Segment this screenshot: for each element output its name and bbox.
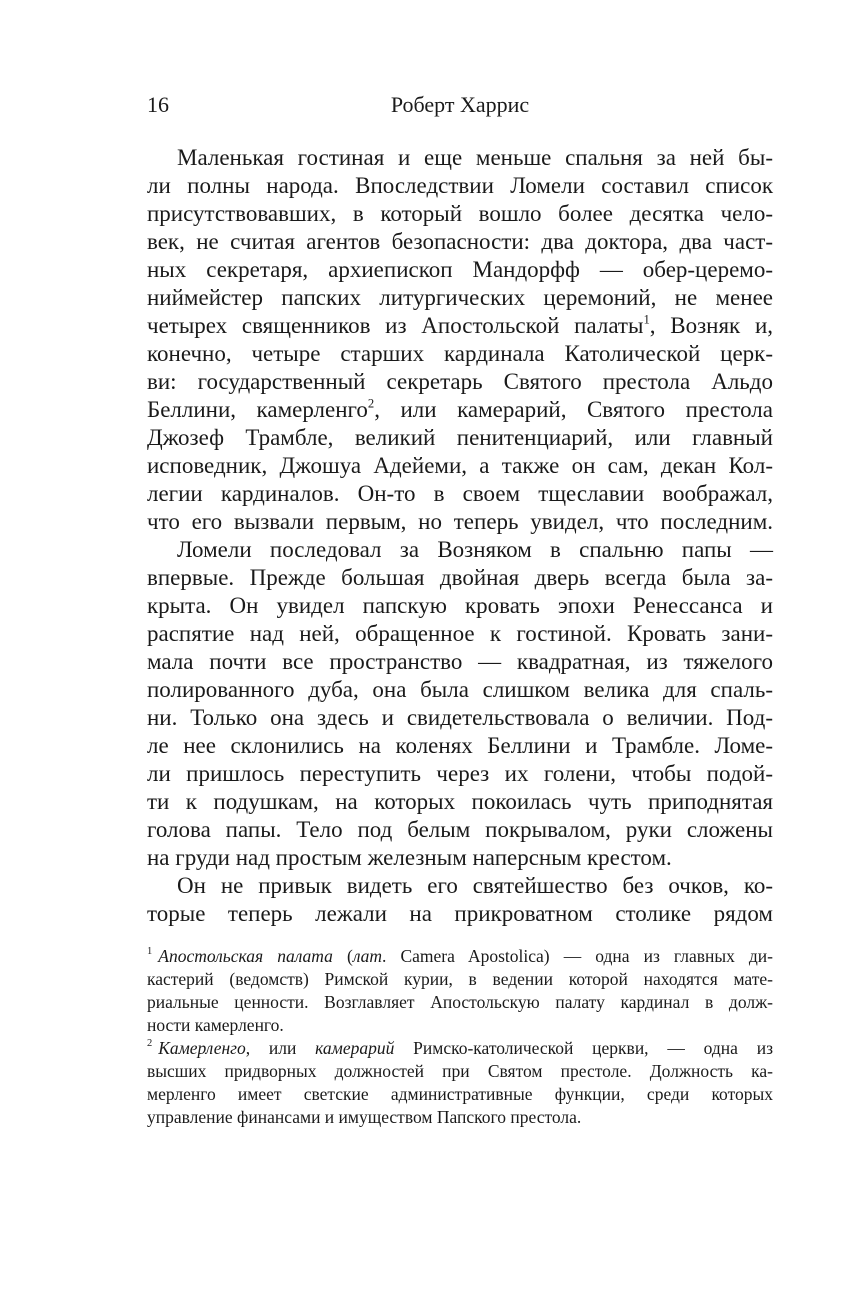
text-run: ти к подушкам, на которых покоилась чуть приподнятая: [147, 789, 773, 814]
text-run: ниймейстер папских литургических церемоний, не менее: [147, 285, 773, 310]
text-line: [147, 396, 773, 424]
page-number: 16: [147, 92, 169, 117]
footnote-marker: 2: [147, 1038, 153, 1050]
footnote-line: [147, 1060, 773, 1083]
text-run: исповедник, Джошуа Адейеми, а также он сам, декан Кол-: [147, 453, 773, 478]
footnote-line: [147, 1106, 773, 1129]
text-line: [147, 564, 773, 592]
text-run: ви: государственный секретарь Святого престола Альдо: [147, 369, 773, 394]
text-run: Камерленго: [158, 1038, 246, 1058]
text-run: Джозеф Трамбле, великий пенитенциарий, или главный: [147, 425, 773, 450]
footnote-marker: 2: [367, 396, 375, 411]
text-line: [147, 312, 773, 340]
body-text: [147, 144, 773, 928]
text-run: , или камерарий, Святого престола: [374, 397, 773, 422]
text-line: [147, 536, 773, 564]
text-line: [147, 760, 773, 788]
text-run: на груди над простым железным наперсным крестом.: [147, 845, 672, 870]
text-run: (: [332, 946, 353, 966]
text-run: век, не считая агентов безопасности: два доктора, два част-: [147, 229, 773, 254]
text-line: [147, 424, 773, 452]
text-run: , или: [245, 1038, 316, 1058]
text-run: риальные ценности. Возглавляет Апостольскую палату кардинал в долж-: [147, 992, 773, 1012]
running-header: [147, 92, 773, 122]
text-run: голова папы. Тело под белым покрывалом, руки сложены: [147, 817, 773, 842]
text-run: управление финансами и имуществом Папского престола.: [147, 1107, 582, 1127]
text-line: [147, 480, 773, 508]
text-run: кастерий (ведомств) Римской курии, в ведении которой находятся мате-: [147, 969, 773, 989]
text-run: мерленго имеет светские административные функции, среди которых: [147, 1084, 773, 1104]
text-run: ни. Только она здесь и свидетельствовала о величии. Под-: [147, 705, 773, 730]
text-line: [147, 340, 773, 368]
text-run: крыта. Он увидел папскую кровать эпохи Ренессанса и: [147, 593, 773, 618]
text-run: , Возняк и,: [649, 313, 774, 338]
text-run: что его вызвали первым, но теперь увидел, что последним.: [147, 509, 773, 534]
text-run: торые теперь лежали на прикроватном столике рядом: [147, 901, 773, 926]
text-run: Апостольская палата: [158, 946, 333, 966]
footnote-line: [147, 1037, 773, 1060]
text-run: распятие над ней, обращенное к гостиной. Кровать зани-: [147, 621, 773, 646]
text-run: . Camera Apostolica) — одна из главных ди-: [382, 946, 774, 966]
text-line: [147, 872, 773, 900]
running-title: Роберт Харрис: [390, 92, 530, 117]
text-run: высших придворных должностей при Святом престоле. Должность ка-: [147, 1061, 773, 1081]
text-run: присутствовавших, в который вошло более десятка чело-: [147, 201, 773, 226]
footnotes: [147, 945, 773, 1129]
text-run: Маленькая гостиная и еще меньше спальня за ней бы-: [177, 145, 773, 170]
footnote-line: [147, 1014, 773, 1037]
text-line: [147, 256, 773, 284]
text-line: [147, 676, 773, 704]
text-line: [147, 900, 773, 928]
text-line: [147, 200, 773, 228]
text-run: лат: [352, 946, 383, 966]
footnote-marker: 1: [643, 312, 650, 327]
text-line: [147, 144, 773, 172]
text-run: Ломели последовал за Возняком в спальню папы —: [177, 537, 773, 562]
text-line: [147, 704, 773, 732]
text-run: ных секретаря, архиепископ Мандорфф — обер-церемо-: [147, 257, 773, 282]
text-line: [147, 844, 773, 872]
text-line: [147, 228, 773, 256]
text-line: [147, 592, 773, 620]
text-line: [147, 172, 773, 200]
footnote-marker: 1: [147, 946, 153, 958]
text-run: конечно, четыре старших кардинала Католической церк-: [147, 341, 773, 366]
text-run: ле нее склонились на коленях Беллини и Трамбле. Ломе-: [147, 733, 773, 758]
text-line: [147, 620, 773, 648]
text-line: [147, 788, 773, 816]
text-line: [147, 508, 773, 536]
text-run: ности камерленго.: [147, 1015, 284, 1035]
text-run: камерарий: [315, 1038, 395, 1058]
text-run: ли пришлось переступить через их голени, чтобы подой-: [147, 761, 773, 786]
text-line: [147, 732, 773, 760]
text-run: Беллини, камерленго: [147, 397, 368, 422]
footnote-line: [147, 1083, 773, 1106]
text-run: впервые. Прежде большая двойная дверь всегда была за-: [147, 565, 773, 590]
footnote-line: [147, 968, 773, 991]
text-line: [147, 452, 773, 480]
text-run: ли полны народа. Впоследствии Ломели составил список: [147, 173, 773, 198]
text-line: [147, 284, 773, 312]
text-run: четырех священников из Апостольской палаты: [147, 313, 644, 338]
text-run: Римско-католической церкви, — одна из: [394, 1038, 773, 1058]
text-run: легии кардиналов. Он-то в своем тщеславии воображал,: [147, 481, 773, 506]
text-line: [147, 648, 773, 676]
text-run: полированного дуба, она была слишком велика для спаль-: [147, 677, 773, 702]
text-run: Он не привык видеть его святейшество без очков, ко-: [177, 873, 773, 898]
text-line: [147, 816, 773, 844]
footnote-line: [147, 991, 773, 1014]
text-run: мала почти все пространство — квадратная, из тяжелого: [147, 649, 773, 674]
footnote-line: [147, 945, 773, 968]
text-line: [147, 368, 773, 396]
